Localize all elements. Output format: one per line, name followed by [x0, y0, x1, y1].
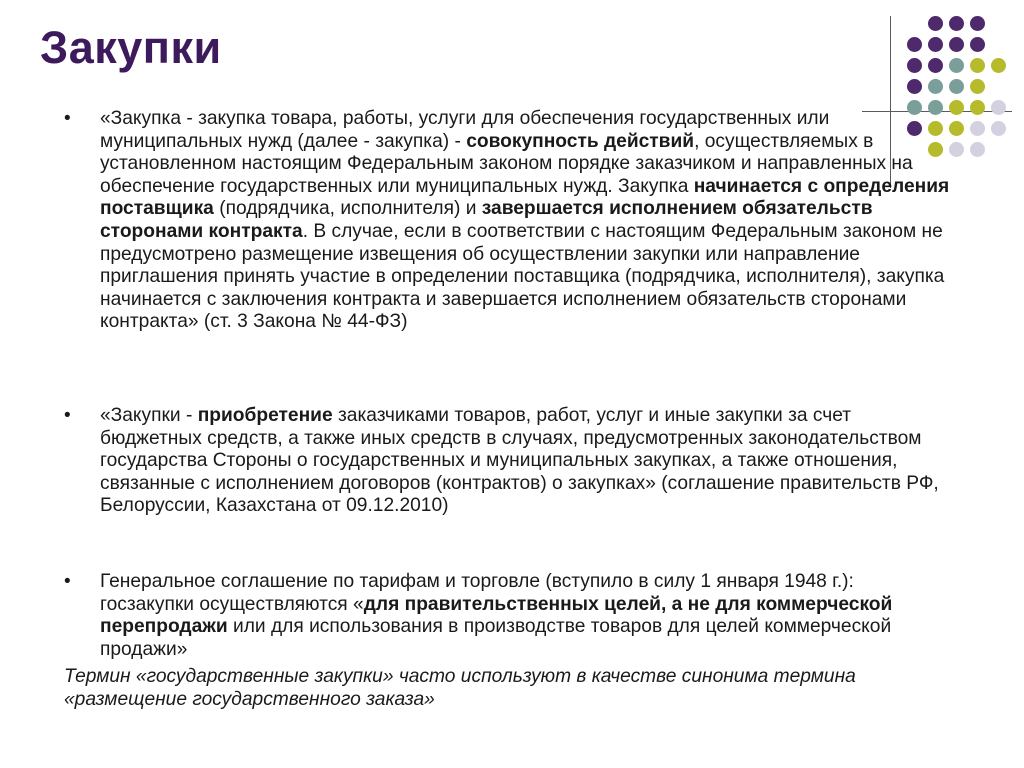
text-segment: или для использования в производстве товаров для целей коммерческой продажи»: [100, 616, 892, 660]
bullet-text: [100, 405, 950, 518]
decorative-dot-icon: [928, 37, 943, 52]
bullet-item-1: [64, 108, 964, 334]
decorative-dot-icon: [949, 58, 964, 73]
bullet-text: [100, 108, 950, 334]
decorative-dot-icon: [928, 58, 943, 73]
decorative-dot-icon: [907, 58, 922, 73]
decorative-dot-icon: [991, 121, 1006, 136]
decorative-dot-icon: [907, 79, 922, 94]
decorative-dot-icon: [970, 58, 985, 73]
decorative-dot-icon: [970, 79, 985, 94]
decorative-dot-icon: [949, 37, 964, 52]
text-segment: . В случае, если в соответствии с настоящим Федеральным законом не предусмотрено размещение извещения об осуществлении закупки или направление приглашения принять участие в определении поставщика (подрядчика, исполнителя), закупка начинается с заключения контракта и завершается исполнением обязательств сторонами контракта» (ст. 3 Закона № 44-ФЗ): [100, 220, 945, 333]
decorative-dot-icon: [928, 79, 943, 94]
text-segment-bold: начинается с определения поставщика: [100, 175, 950, 220]
decorative-dot-icon: [907, 37, 922, 52]
text-segment: Генеральное соглашение по тарифам и торговле (вступило в силу 1 января 1948 г.): госзакупки осуществляются «: [100, 571, 854, 615]
decorative-dot-icon: [970, 16, 985, 31]
text-segment-bold: приобретение: [197, 405, 333, 426]
decorative-dot-icon: [928, 16, 943, 31]
bullet-text: [100, 571, 950, 661]
decorative-dot-icon: [949, 79, 964, 94]
slide-title: Закупки: [40, 22, 222, 73]
text-segment: , осуществляемых в установленном настоящим Федеральным законом порядке заказчиком и направленных на обеспечение государственных или муниципальных нужд. Закупка: [100, 130, 913, 197]
footnote-term: Термин «государственные закупки» часто используют в качестве синонима термина «размещение государственного заказа»: [64, 666, 856, 710]
decorative-dot-icon: [970, 37, 985, 52]
decorative-dot-icon: [991, 100, 1006, 115]
bullet-dot-icon: •: [64, 405, 71, 426]
bullet-dot-icon: •: [64, 571, 71, 592]
text-segment: «Закупка - закупка товара, работы, услуги для обеспечения государственных или муниципальных нужд (далее - закупка) -: [100, 108, 830, 152]
decorative-dot-icon: [970, 142, 985, 157]
text-segment-bold: совокупность действий: [466, 130, 695, 152]
decorative-dot-icon: [949, 16, 964, 31]
bullet-dot-icon: •: [64, 108, 71, 129]
bullet-item-2: [64, 405, 964, 518]
decorative-dot-icon: [970, 100, 985, 115]
text-segment: «Закупки -: [100, 405, 198, 426]
decorative-dot-icon: [991, 58, 1006, 73]
text-segment: заказчиками товаров, работ, услуг и иные закупки за счет бюджетных средств, а также иных средств в случаях, предусмотренных законодательством государства Стороны о государственных и муниципальных закупках, а также отношения, связанные с исполнением договоров (контрактов) о закупках» (соглашение правительств РФ, Белоруссии, Казахстана от 09.12.2010): [100, 405, 939, 517]
bullet-item-3: [64, 571, 964, 661]
text-segment-bold: для правительственных целей, а не для коммерческой перепродажи: [100, 593, 893, 638]
text-segment-bold: завершается исполнением обязательств сторонами контракта: [100, 198, 873, 242]
decorative-dot-icon: [970, 121, 985, 136]
text-segment: (подрядчика, исполнителя) и: [213, 198, 482, 220]
